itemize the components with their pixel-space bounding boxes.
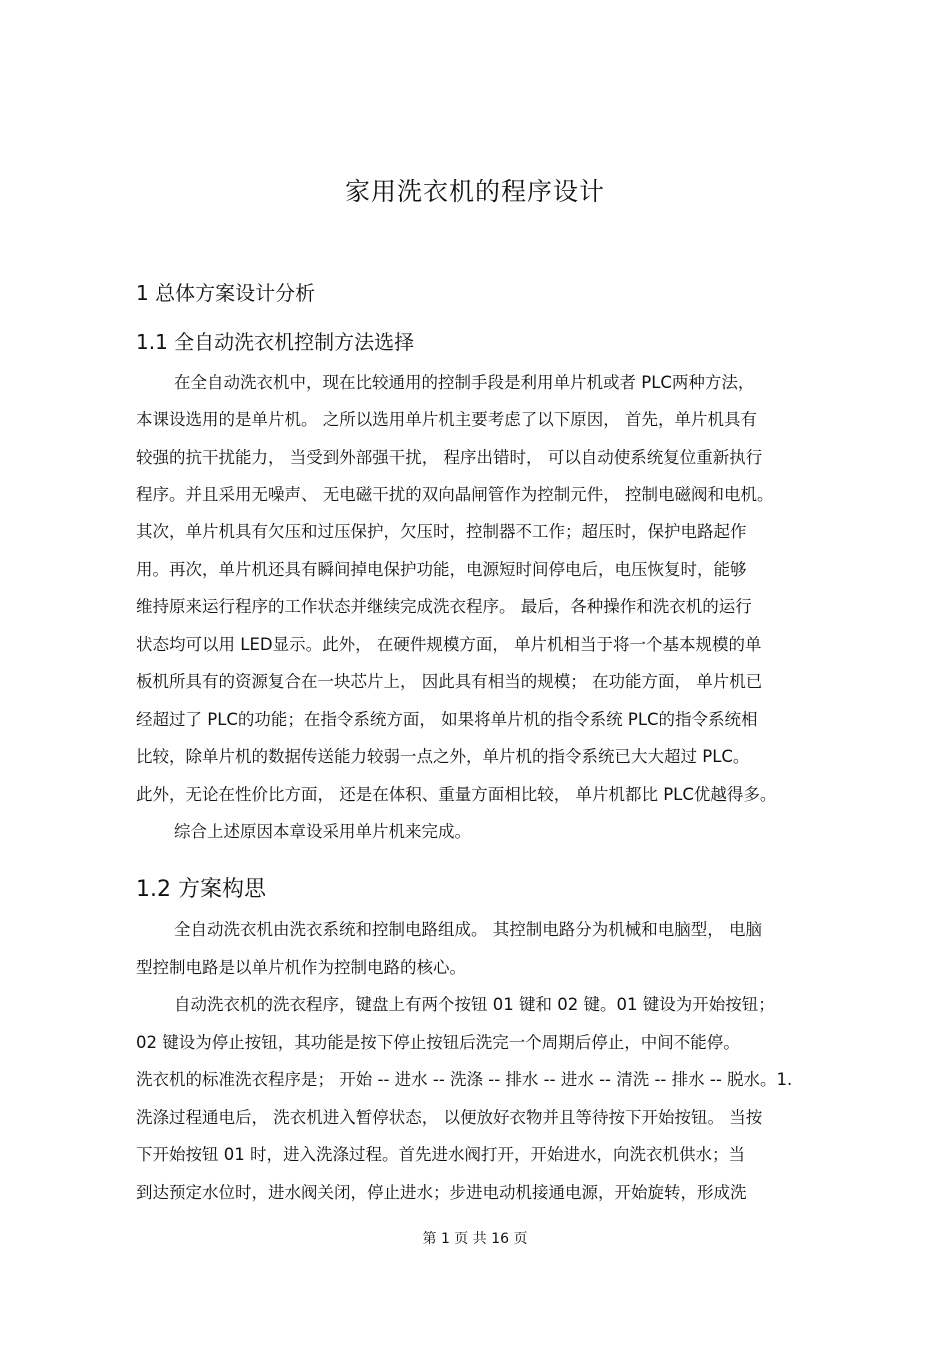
paragraph-line: 其次，单片机具有欠压和过压保护，欠压时，控制器不工作；超压时，保护电路起作	[136, 522, 747, 541]
paragraph-line: 此外，无论在性价比方面， 还是在体积、重量方面相比较， 单片机都比 PLC优越得多。	[136, 785, 777, 804]
paragraph-line: 型控制电路是以单片机作为控制电路的核心。	[136, 958, 466, 977]
paragraph-line: 在全自动洗衣机中，现在比较通用的控制手段是利用单片机或者 PLC两种方法，	[174, 373, 755, 392]
paragraph-line: 洗衣机的标准洗衣程序是； 开始 -- 进水 -- 洗涤 -- 排水 -- 进水 -- 清洗 -- 排水 -- 脱水。1.	[136, 1070, 793, 1089]
paragraph-line: 用。再次，单片机还具有瞬间掉电保护功能，电源短时间停电后，电压恢复时，能够	[136, 560, 747, 579]
paragraph-line: 板机所具有的资源复合在一块芯片上， 因此具有相当的规模； 在功能方面， 单片机已	[136, 672, 763, 691]
paragraph-line: 维持原来运行程序的工作状态并继续完成洗衣程序。 最后，各种操作和洗衣机的运行	[136, 597, 752, 616]
paragraph-line: 经超过了 PLC的功能；在指令系统方面， 如果将单片机的指令系统 PLC的指令系统相	[136, 710, 758, 729]
paragraph-line: 比较，除单片机的数据传送能力较弱一点之外，单片机的指令系统已大大超过 PLC。	[136, 747, 750, 766]
paragraph-line: 到达预定水位时，进水阀关闭，停止进水；步进电动机接通电源，开始旋转，形成洗	[136, 1183, 747, 1202]
paragraph-line: 洗涤过程通电后， 洗衣机进入暂停状态， 以便放好衣物并且等待按下开始按钮。 当按	[136, 1108, 763, 1127]
paragraph-line: 状态均可以用 LED显示。此外， 在硬件规模方面， 单片机相当于将一个基本规模的单	[136, 635, 762, 654]
paragraph-line: 自动洗衣机的洗衣程序，键盘上有两个按钮 01 键和 02 键。01 键设为开始按钮；	[174, 995, 775, 1014]
section-heading-1: 1 总体方案设计分析	[136, 281, 316, 305]
paragraph-line: 程序。并且采用无噪声、 无电磁干扰的双向晶闸管作为控制元件， 控制电磁阀和电机。	[136, 485, 774, 504]
section-heading-1-1: 1.1 全自动洗衣机控制方法选择	[136, 330, 415, 354]
paragraph-line: 下开始按钮 01 时，进入洗涤过程。首先进水阀打开，开始进水，向洗衣机供水；当	[136, 1145, 745, 1164]
paragraph-line: 综合上述原因本章设采用单片机来完成。	[174, 822, 471, 841]
paragraph-line: 02 键设为停止按钮，其功能是按下停止按钮后洗完一个周期后停止，中间不能停。	[136, 1033, 740, 1052]
paragraph-line: 较强的抗干扰能力， 当受到外部强干扰， 程序出错时， 可以自动使系统复位重新执行	[136, 448, 763, 467]
paragraph-line: 全自动洗衣机由洗衣系统和控制电路组成。 其控制电路分为机械和电脑型， 电脑	[174, 920, 762, 939]
page-footer: 第 1 页 共 16 页	[422, 1231, 528, 1247]
document-title: 家用洗衣机的程序设计	[344, 177, 605, 206]
paragraph-line: 本课设选用的是单片机。 之所以选用单片机主要考虑了以下原因， 首先，单片机具有	[136, 410, 757, 429]
section-heading-1-2: 1.2 方案构思	[136, 877, 266, 902]
